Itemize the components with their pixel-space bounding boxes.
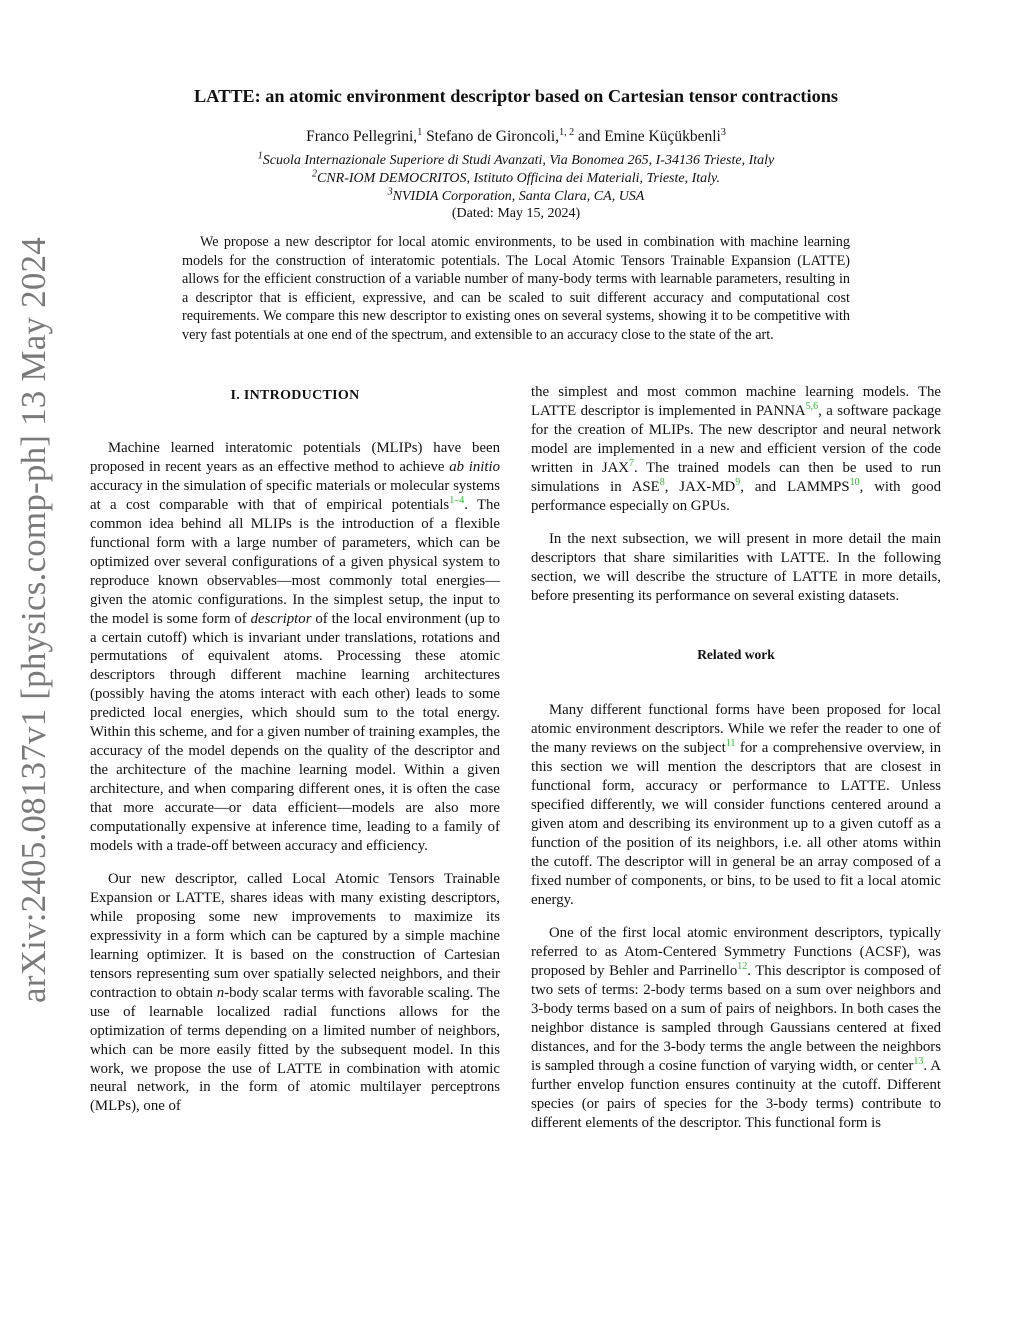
abstract: We propose a new descriptor for local atomic environments, to be used in combination with machine learning models for the construction of interatomic potentials. The Local Atomic Tensors Trainable Expansion (LATTE) allows for the efficient construction of a variable number of many-body terms with learnable parameters, resulting in a descriptor that is efficient, expressive, and can be scaled to suit different accuracy and computational cost requirements. We compare this new descriptor to existing ones on several systems, showing it to be competitive with very fast potentials at one end of the spectrum, and extensible to an accuracy close to the state of the art.: [182, 234, 850, 343]
date-line: (Dated: May 15, 2024): [451, 206, 581, 221]
citation-link[interactable]: 12: [737, 960, 748, 972]
citation-link[interactable]: 7: [628, 457, 634, 469]
affiliation: $^2$CNR-IOM DEMOCRITOS, Istituto Officina dei Materiali, Trieste, Italy.: [312, 168, 720, 186]
citation-link[interactable]: 9: [735, 476, 741, 488]
paragraph: the simplest and most common machine learning models. The LATTE descriptor is implemented in PANNA$^{5,6}$, a software package for the creation of MLIPs. The new descriptor and neural network model are implemented in a new and efficient version of the code written in JAX$^7$. The trained models can then be used to run simulations in ASE$^8$, JAX-MD$^9$, and LAMMPS$^{10}$, with good performance especially on GPUs.: [531, 384, 942, 514]
citation-link[interactable]: 1–4: [449, 494, 465, 506]
affiliation: $^1$Scuola Internazionale Superiore di Studi Avanzati, Via Bonomea 265, I-34136 Trieste, Italy: [257, 150, 775, 168]
author-list: Franco Pellegrini,$^1$ Stefano de Gironcoli,$^{1, 2}$ and Emine Küçükbenli$^3$: [306, 126, 726, 145]
citation-link[interactable]: 13: [913, 1055, 924, 1067]
paragraph: In the next subsection, we will present in more detail the main descriptors that share similarities with LATTE. In the following section, we will describe the structure of LATTE in more details, before presenting its performance on several existing datasets.: [531, 530, 941, 604]
section-heading: I. INTRODUCTION: [230, 388, 360, 403]
paragraph: One of the first local atomic environment descriptors, typically referred to as Atom-Centered Symmetry Functions (ACSF), was proposed by Behler and Parrinello$^{12}$. This descriptor is composed of two sets of terms: 2-body terms based on a sum over neighbors and 3-body terms based on a sum of pairs of neighbors. In both cases the neighbor distance is sampled through Gaussians centered at fixed distances, and for the 3-body terms the angle between the neighbors is sampled through a cosine function of varying width, or center$^{13}$. A further envelop function ensures continuity at the cutoff. Different species (or pairs of species for the 3-body terms) contribute to different elements of the descriptor. This functional form is: [531, 924, 942, 1131]
subsection-heading: Related work: [697, 647, 775, 663]
author-name: Franco Pellegrini,: [306, 128, 418, 145]
affiliation: $^3$NVIDIA Corporation, Santa Clara, CA, USA: [387, 186, 645, 204]
arxiv-identifier: arXiv:2405.08137v1 [physics.comp-ph] 13 May 2024: [14, 237, 53, 1003]
citation-link[interactable]: 10: [849, 476, 860, 488]
paper-title: LATTE: an atomic environment descriptor based on Cartesian tensor contractions: [193, 86, 839, 106]
author-name: Stefano de Gironcoli,: [422, 128, 560, 145]
author-name: and Emine Küçükbenli: [574, 128, 721, 145]
right-column: [531, 383, 941, 1132]
left-column: [90, 388, 500, 1116]
paragraph: Many different functional forms have been proposed for local atomic environment descriptors. While we refer the reader to one of the many reviews on the subject$^{11}$ for a comprehensive overview, in this section we will mention the descriptors that are closest in functional form, accuracy or performance to LATTE. Unless specified differently, we will consider functions centered around a given atom and describing its environment up to a given cutoff as a function of the position of its neighbors, i.e. all other atoms within the cutoff. The descriptor will in general be an array composed of a fixed number of components, or bins, to be used to fit a local atomic energy.: [531, 702, 941, 909]
citation-link[interactable]: 8: [659, 476, 665, 488]
citation-link[interactable]: 5,6: [805, 401, 819, 413]
paragraph: Machine learned interatomic potentials (MLIPs) have been proposed in recent years as an effective method to achieve ab initio accuracy in the simulation of specific materials or molecular systems at a cost comparable with that of empirical potentials$^{1-4}$. The common idea behind all MLIPs is the introduction of a flexible functional form with a large number of parameters, which can be optimized over several configurations of a given physical system to reproduce known observables—most commonly total energies—given the atomic configurations. In the simplest setup, the input to the model is some form of descriptor of the local environment (up to a certain cutoff) which is invariant under translations, rotations and permutations of equivalent atoms. Processing these atomic descriptors through different machine learning architectures (possibly having the atoms interact with each other) leads to some predicted local energies, which should sum to the total energy. Within this scheme, and for a given number of training examples, the accuracy of the model depends on the quality of the descriptor and the architecture of the machine learning model. Within a given architecture, and when comparing different ones, it is often the case that more accurate—or data efficient—models are also more computationally expensive at inference time, leading to a family of models with a trade-off between accuracy and efficiency.: [90, 440, 500, 855]
paragraph: Our new descriptor, called Local Atomic Tensors Trainable Expansion or LATTE, shares ideas with many existing descriptors, while proposing some new improvements to maximize its expressivity in a form which can be captured by a simple machine learning optimizer. It is based on the construction of Cartesian tensors representing sum over spatially selected neighbors, and their contraction to obtain n-body scalar terms with favorable scaling. The use of learnable localized radial functions allows for the optimization of terms depending on a limited number of neighbors, which can be more easily fitted by the subsequent model. In this work, we propose the use of LATTE in combination with atomic neural network, in the form of atomic multilayer perceptrons (MLPs), one of: [90, 870, 500, 1115]
arxiv-sidebar: [6, 237, 62, 1003]
citation-link[interactable]: 11: [725, 738, 736, 750]
